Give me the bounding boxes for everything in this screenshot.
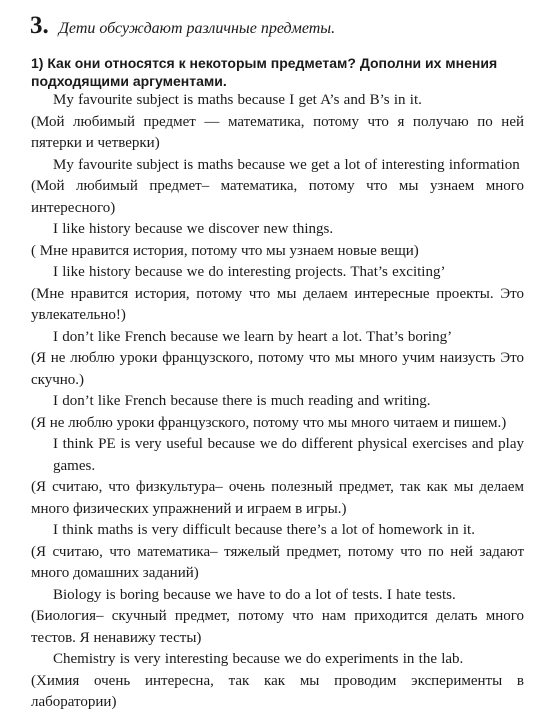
answer-entry: [31, 155, 524, 220]
english-sentence: Biology is boring because we have to do a lot of tests. I hate tests.: [53, 586, 456, 603]
answer-entry: [31, 219, 524, 262]
english-sentence: I like history because we discover new things.: [53, 221, 334, 237]
answer-entry: [31, 520, 524, 585]
answer-entry: [31, 262, 524, 327]
russian-translation: (Мой любимый предмет — математика, потому что я получаю по ней пятерки и четверки): [31, 113, 524, 151]
russian-translation: (Я не люблю уроки французского, потому что мы много учим наизусть Это скучно.): [31, 350, 524, 388]
answer-entry: [31, 391, 524, 434]
english-sentence: My favourite subject is maths because we get a lot of interesting information: [53, 156, 520, 173]
answer-list: [31, 90, 524, 714]
answer-entry: [31, 90, 524, 155]
exercise-header: [30, 12, 335, 40]
russian-translation: (Мой любимый предмет– математика, потому что мы узнаем много интересного): [31, 178, 524, 216]
english-sentence: I think maths is very difficult because there’s a lot of homework in it.: [53, 522, 475, 538]
english-sentence: I don’t like French because there is much reading and writing.: [53, 393, 431, 409]
english-sentence: My favourite subject is maths because I get A’s and B’s in it.: [53, 92, 422, 108]
russian-translation: (Биология– скучный предмет, потому что нам приходится делать много тестов. Я ненавижу тесты): [31, 608, 524, 646]
english-sentence: Chemistry is very interesting because we do experiments in the lab.: [53, 651, 464, 667]
russian-translation: ( Мне нравится история, потому что мы узнаем новые вещи): [31, 242, 419, 259]
english-sentence: I don’t like French because we learn by heart a lot. That’s boring’: [53, 328, 453, 345]
answer-entry: [31, 649, 524, 714]
task-heading: 1) Как они относятся к некоторым предметам? Дополни их мнения подходящими аргументами.: [31, 55, 498, 89]
answer-entry: [31, 327, 524, 392]
answer-entry: [31, 585, 524, 650]
exercise-title: Дети обсуждают различные предметы.: [58, 20, 336, 37]
english-sentence: I think PE is very useful because we do different physical exercises and play games.: [53, 436, 524, 474]
answer-entry: [31, 434, 524, 520]
russian-translation: (Я считаю, что математика– тяжелый предмет, потому что по ней задают много домашних заданий): [31, 543, 524, 581]
russian-translation: (Химия очень интересна, так как мы проводим эксперименты в лаборатории): [31, 672, 524, 710]
english-sentence: I like history because we do interesting projects. That’s exciting’: [53, 264, 446, 280]
russian-translation: (Я не люблю уроки французского, потому что мы много читаем и пишем.): [31, 414, 507, 431]
russian-translation: (Я считаю, что физкультура– очень полезный предмет, так как мы делаем много физических упражнений и играем в игры.): [31, 479, 524, 517]
russian-translation: (Мне нравится история, потому что мы делаем интересные проекты. Это увлекательно!): [31, 285, 524, 323]
exercise-number: 3.: [30, 12, 49, 39]
